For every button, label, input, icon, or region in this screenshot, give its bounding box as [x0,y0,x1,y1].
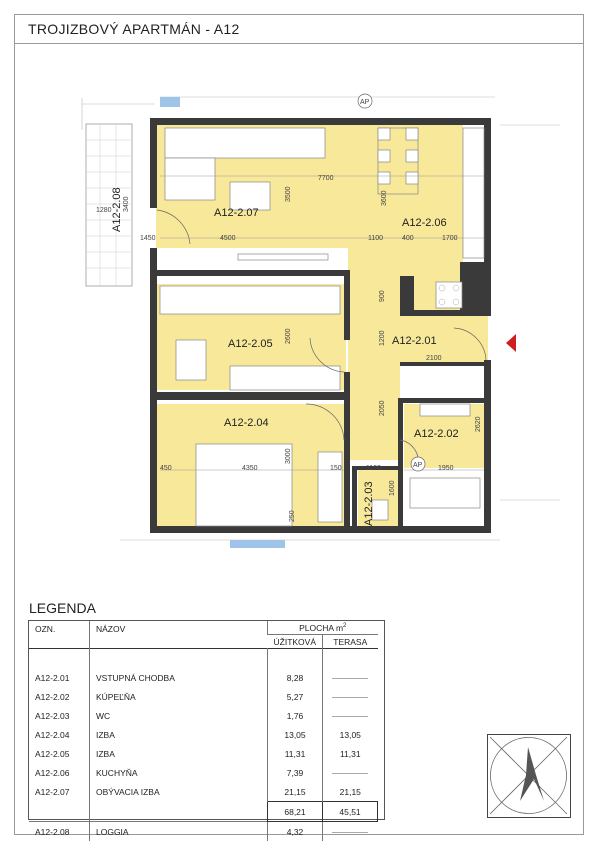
extra-ozn: A12-2.08 [35,826,70,837]
col-uzitkova-header: ÚŽITKOVÁ [273,636,317,647]
dim-3400: 3400 [123,196,130,212]
compass-icon [487,734,571,818]
dim-1700: 1700 [442,235,458,242]
page-title: TROJIZBOVÝ APARTMÁN - A12 [28,21,240,37]
row-ozn: A12-2.01 [35,672,70,683]
row-nazov: KUCHYŇA [90,763,268,782]
dim-1450: 1450 [140,235,156,242]
row-nazov: WC [90,706,268,725]
row-nazov: IZBA [90,744,268,763]
legend-total-row [29,802,378,822]
dim-250: 250 [289,510,296,522]
extra-uzitkova: 4,32 [268,822,323,842]
row-ozn: A12-2.07 [35,786,70,797]
row-nazov: OBÝVACIA IZBA [90,782,268,802]
row-ozn: A12-2.03 [35,710,70,721]
room-label-2-05: A12-2.05 [228,338,273,350]
row-terasa [323,668,378,687]
row-uzitkova: 21,15 [268,782,323,802]
window-bottom [230,540,285,548]
row-nazov: IZBA [90,725,268,744]
room-label-2-03: A12-2.03 [363,481,375,526]
dim-1600: 1600 [389,480,396,496]
window-top-left [160,97,180,107]
extra-nazov: LOGGIA [90,822,268,842]
row-ozn: A12-2.06 [35,767,70,778]
legend-extra-row [29,822,378,842]
legend-rows [29,668,378,802]
legend-table [29,621,378,841]
entrance-arrow-icon [506,334,516,352]
room-label-2-06: A12-2.06 [402,217,447,229]
dim-450: 450 [160,465,172,472]
dim-7700: 7700 [318,175,334,182]
row-terasa [323,763,378,782]
col-terasa-header: TERASA [323,635,378,649]
dim-1280: 1280 [96,207,112,214]
row-uzitkova: 11,31 [268,744,323,763]
room-label-2-02: A12-2.02 [414,428,459,440]
legend-row [29,782,378,802]
legend-row [29,706,378,725]
row-uzitkova: 8,28 [268,668,323,687]
dim-4350: 4350 [242,465,258,472]
closet-area [404,366,486,402]
legend-row [29,687,378,706]
legend-row [29,744,378,763]
total-uzitkova: 68,21 [268,802,323,822]
dim-1950: 1950 [438,465,454,472]
row-terasa: 21,15 [323,782,378,802]
dim-1100-b: 1100 [366,465,382,472]
col-plocha-header [268,621,378,635]
row-uzitkova: 1,76 [268,706,323,725]
row-terasa [323,687,378,706]
room-label-2-07: A12-2.07 [214,207,259,219]
row-uzitkova: 13,05 [268,725,323,744]
col-ozn-header: OZN. [35,624,56,634]
row-terasa: 13,05 [323,725,378,744]
legend-title: LEGENDA [29,600,96,616]
row-nazov: KÚPEĽŇA [90,687,268,706]
legend-row [29,668,378,687]
dim-2620: 2620 [475,416,482,432]
dim-2600: 2600 [285,328,292,344]
plocha-label: PLOCHA m [299,622,344,633]
row-nazov: VSTUPNÁ CHODBA [90,668,268,687]
row-uzitkova: 5,27 [268,687,323,706]
dim-400: 400 [402,235,414,242]
dim-3000: 3000 [285,448,292,464]
ap-label-top: AP [360,99,370,106]
room-label-2-04: A12-2.04 [224,417,269,429]
row-ozn: A12-2.02 [35,691,70,702]
dim-1100-a: 1100 [368,235,384,242]
legend-row [29,763,378,782]
extra-terasa [323,822,378,842]
dim-2050: 2050 [379,400,386,416]
plocha-sup: 2 [343,622,347,629]
room-label-2-01: A12-2.01 [392,335,437,347]
row-ozn: A12-2.05 [35,748,70,759]
dim-3500: 3500 [285,186,292,202]
dim-2100: 2100 [426,355,442,362]
row-uzitkova: 7,39 [268,763,323,782]
dim-4500: 4500 [220,235,236,242]
ap-label-bath: AP [413,462,423,469]
row-ozn: A12-2.04 [35,729,70,740]
legend-row [29,725,378,744]
row-terasa [323,706,378,725]
dim-3600: 3600 [381,190,388,206]
room-label-2-08: A12-2.08 [111,187,123,232]
dim-1200: 1200 [379,330,386,346]
col-nazov-header: NÁZOV [90,621,268,649]
total-terasa: 45,51 [323,802,378,822]
dim-900: 900 [379,290,386,302]
dim-150: 150 [330,465,342,472]
row-terasa: 11,31 [323,744,378,763]
